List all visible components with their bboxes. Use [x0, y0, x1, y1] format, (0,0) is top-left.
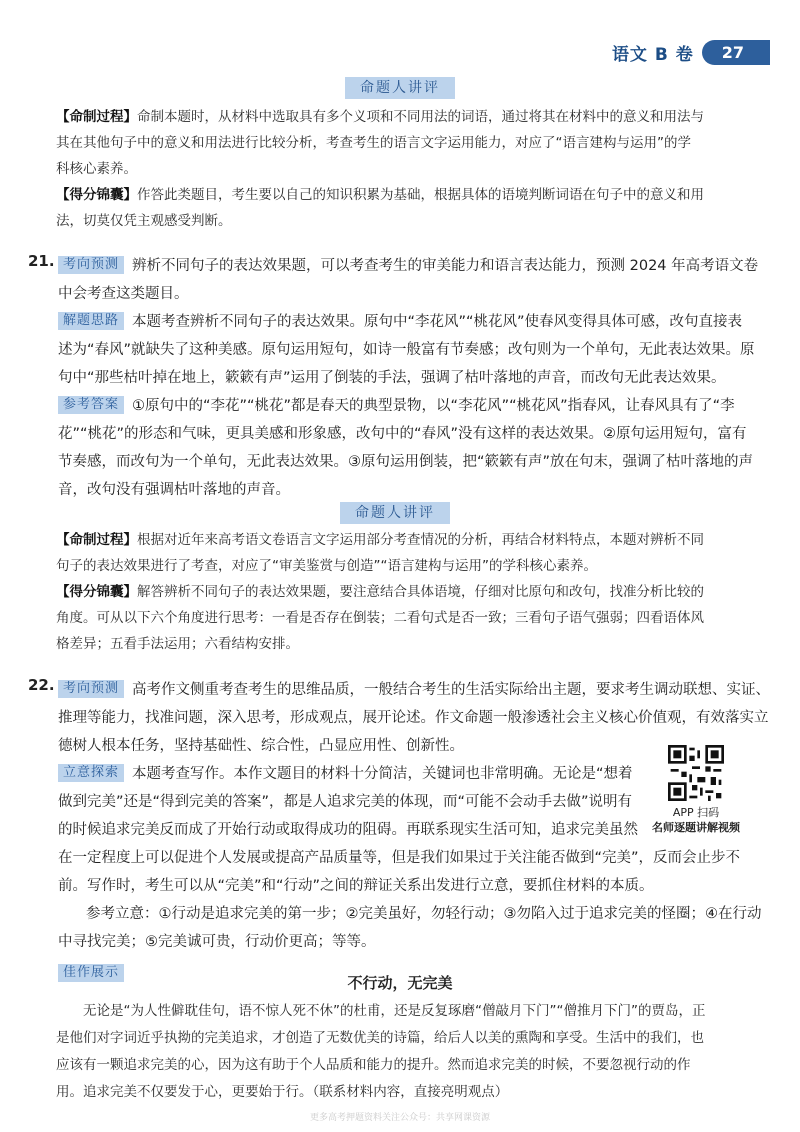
- commentary-block-1: [56, 104, 762, 234]
- commentary-block-2: [56, 527, 762, 657]
- essay-line: 应该有一颗追求完美的心，因为这有助于个人品质和能力的提升。然而追求完美的时候，不要忽视行动的作: [56, 1057, 691, 1073]
- commentary-line: 【命制过程】根据对近年来高考语文卷语言文字运用部分考查情况的分析，再结合材料特点，本题对辨析不同: [56, 532, 704, 548]
- page-number: 27: [702, 40, 770, 65]
- reference-line: 参考立意：①行动是追求完美的第一步；②完美虽好，勿轻行动；③勿陷入过于追求完美的怪圈；④在行动: [86, 906, 762, 922]
- essay-line: 用。追求完美不仅要发于心，更要始于行。（联系材料内容，直接亮明观点）: [56, 1084, 509, 1100]
- forecast-line: 中会考查这类题目。: [58, 286, 189, 302]
- commentary-line: 【得分锦囊】作答此类题目，考生要以自己的知识积累为基础，根据具体的语境判断词语在句子中的意义和用: [56, 187, 704, 203]
- commentary-line: 格差异；五看手法运用；六看结构安排。: [56, 636, 299, 652]
- essay-line: 是他们对字词近乎执拗的完美追求，才创造了无数优美的诗篇，给后人以美的熏陶和享受。生活中的我们，也: [56, 1030, 704, 1046]
- commentary-line: 法，切莫仅凭主观感受判断。: [56, 213, 232, 229]
- forecast-line: 考向预测 辨析不同句子的表达效果题，可以考查考生的审美能力和语言表达能力，预测 2024 年高考语文卷: [58, 252, 770, 280]
- commentary-line: 角度。可从以下六个角度进行思考：一看是否存在倒装；二看句式是否一致；三看句子语气强弱；四看语体风: [56, 610, 704, 626]
- explore-line: 立意探索 本题考查写作。本作文题目的材料十分简洁，关键词也非常明确。无论是“想着: [58, 760, 640, 788]
- question-21: [28, 252, 770, 504]
- answer-line: 参考答案 ①原句中的“李花”“桃花”都是春天的典型景物，以“李花风”“桃花风”指春风，让春风具有了“李: [58, 392, 770, 420]
- forecast-tag: 考向预测: [58, 256, 124, 274]
- answer-line: 音，改句没有强调枯叶落地的声音。: [58, 482, 290, 498]
- tips-label: 【得分锦囊】: [56, 187, 137, 203]
- subject-label: 语文 B 卷: [611, 44, 694, 65]
- answer-line: 节奏感，而改句为一个单句，无此表达效果。③原句运用倒装，把“簌簌有声”放在句末，强调了枯叶落地的声: [58, 454, 754, 470]
- forecast-line: 考向预测 高考作文侧重考查考生的思维品质，一般结合考生的生活实际给出主题，要求考生调动联想、实证、: [58, 676, 770, 704]
- thinking-line: 句中“那些枯叶掉在地上，簌簌有声”运用了倒装的手法，强调了枯叶落地的声音，而改句无此表达效果。: [58, 370, 726, 386]
- commentary-line: 【命制过程】命制本题时，从材料中选取具有多个义项和不同用法的词语，通过将其在材料中的意义和用法与: [56, 109, 704, 125]
- commentary-line: 句子的表达效果进行了考查，对应了“审美鉴赏与创造”“语言建构与运用”的学科核心素养。: [56, 558, 597, 574]
- commentary-title-1: 命题人讲评: [345, 77, 455, 99]
- explore-line: 的时候追求完美反而成了开始行动或取得成功的阻碍。再联系现实生活可知，追求完美虽然: [58, 822, 638, 838]
- explore-line: 做到完美”还是“得到完美的答案”，都是人追求完美的体现，而“可能不会动手去做”说明有: [58, 794, 633, 810]
- explore-tag: 立意探索: [58, 764, 124, 782]
- commentary-title-2: 命题人讲评: [340, 502, 450, 524]
- thinking-line: 解题思路 本题考查辨析不同句子的表达效果。原句中“李花风”“桃花风”使春风变得具体可感，改句直接表: [58, 308, 770, 336]
- page-header: [612, 38, 770, 66]
- question-number: 22.: [28, 676, 55, 694]
- tips-label: 【得分锦囊】: [56, 584, 137, 600]
- commentary-line: 【得分锦囊】解答辨析不同句子的表达效果题，要注意结合具体语境，仔细对比原句和改句，找准分析比较的: [56, 584, 704, 600]
- essay-body: [56, 998, 770, 1106]
- forecast-tag: 考向预测: [58, 680, 124, 698]
- forecast-line: 德树人根本任务，坚持基础性、综合性，凸显应用性、创新性。: [58, 738, 464, 754]
- qr-code-icon[interactable]: [668, 745, 724, 801]
- question-number: 21.: [28, 252, 55, 270]
- commentary-line: 科核心素养。: [56, 161, 137, 177]
- qr-code-box[interactable]: [646, 745, 746, 835]
- footer-watermark: 更多高考押题资料关注公众号：共享网课资源: [309, 1113, 490, 1123]
- explore-line: 在一定程度上可以促进个人发展或提高产品质量等，但是我们如果过于关注能否做到“完美”，反而会止步不: [58, 850, 741, 866]
- essay-title: 不行动，无完美: [347, 974, 453, 992]
- thinking-line: 述为“春风”就缺失了这种美感。原句运用短句，如诗一般富有节奏感；改句则为一个单句，无此表达效果。原: [58, 342, 755, 358]
- qr-caption-video: 名师逐题讲解视频: [652, 821, 740, 834]
- qr-caption: APP 扫码: [672, 806, 720, 819]
- answer-tag: 参考答案: [58, 396, 124, 414]
- commentary-line: 其在其他句子中的意义和用法进行比较分析，考查考生的语言文字运用能力，对应了“语言建构与运用”的学: [56, 135, 691, 151]
- process-label: 【命制过程】: [56, 109, 137, 125]
- explore-line: 前。写作时，考生可以从“完美”和“行动”之间的辩证关系出发进行立意，要抓住材料的本质。: [58, 878, 654, 894]
- answer-line: 花”“桃花”的形态和气味，更具美感和形象感，改句中的“春风”没有这样的表达效果。②原句运用短句，富有: [58, 426, 747, 442]
- reference-line: 中寻找完美；⑤完美诚可贵，行动价更高；等等。: [58, 934, 376, 950]
- essay-line: 无论是“为人性僻耽佳句，语不惊人死不休”的杜甫，还是反复琢磨“僧敲月下门”“僧推月下门”的贾岛，正: [83, 1003, 706, 1019]
- showcase-tag: 佳作展示: [58, 964, 124, 982]
- forecast-line: 推理等能力，找准问题，深入思考，形成观点，展开论述。作文命题一般渗透社会主义核心价值观，有效落实立: [58, 710, 769, 726]
- process-label: 【命制过程】: [56, 532, 137, 548]
- thinking-tag: 解题思路: [58, 312, 124, 330]
